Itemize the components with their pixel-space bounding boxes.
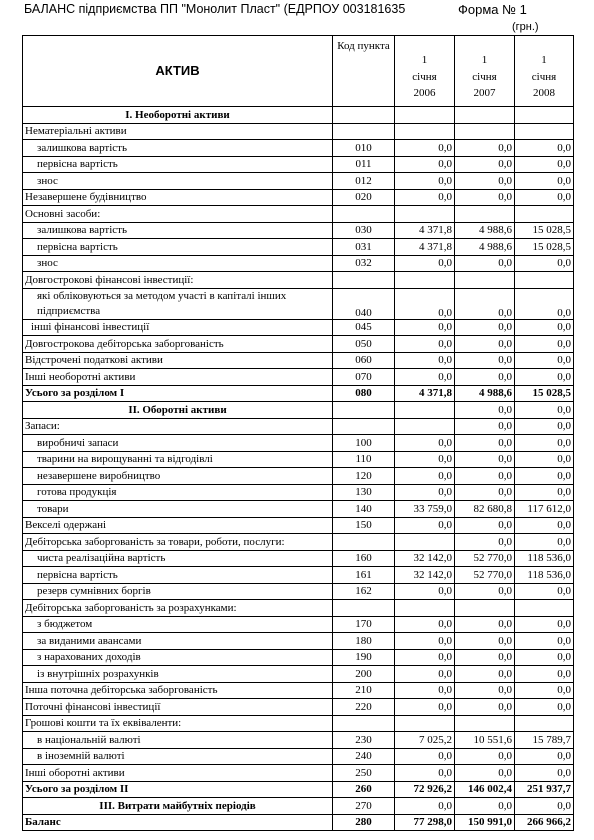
row-label: залишкова вартість xyxy=(23,222,333,239)
row-label: Незавершене будівництво xyxy=(23,189,333,206)
table-row xyxy=(23,732,574,749)
row-value: 82 680,8 xyxy=(455,501,515,518)
row-label: які обліковуються за методом участі в капіталі інших підприємства xyxy=(23,288,333,319)
row-value: 33 759,0 xyxy=(395,501,455,518)
table-row xyxy=(23,814,574,831)
row-label: з нарахованих доходів xyxy=(23,649,333,666)
row-value xyxy=(395,107,455,124)
row-code: 080 xyxy=(333,385,395,402)
row-code: 012 xyxy=(333,173,395,190)
table-row xyxy=(23,633,574,650)
row-code: 060 xyxy=(333,352,395,369)
table-row xyxy=(23,107,574,124)
table-row xyxy=(23,222,574,239)
row-label: за виданими авансами xyxy=(23,633,333,650)
row-code: 010 xyxy=(333,140,395,157)
row-value: 0,0 xyxy=(455,468,515,485)
balance-table xyxy=(22,35,574,831)
row-value: 0,0 xyxy=(395,748,455,765)
row-label: первісна вартість xyxy=(23,239,333,256)
row-value: 0,0 xyxy=(395,699,455,716)
row-value: 146 002,4 xyxy=(455,781,515,798)
table-row xyxy=(23,715,574,732)
row-value: 7 025,2 xyxy=(395,732,455,749)
row-value: 150 991,0 xyxy=(455,814,515,831)
row-label: Дебіторська заборгованість за розрахунками: xyxy=(23,600,333,617)
table-row xyxy=(23,206,574,223)
row-label: інші фінансові інвестиції xyxy=(23,319,333,336)
row-label: в іноземній валюті xyxy=(23,748,333,765)
row-label: Основні засоби: xyxy=(23,206,333,223)
column-header-aktiv: АКТИВ xyxy=(23,36,333,107)
row-value xyxy=(395,534,455,551)
row-code xyxy=(333,418,395,435)
row-value xyxy=(455,272,515,289)
row-label: в національній валюті xyxy=(23,732,333,749)
row-value: 0,0 xyxy=(455,484,515,501)
row-label: Запаси: xyxy=(23,418,333,435)
table-row xyxy=(23,550,574,567)
row-value: 0,0 xyxy=(395,173,455,190)
row-value xyxy=(455,715,515,732)
row-value: 0,0 xyxy=(515,156,574,173)
row-value: 0,0 xyxy=(395,319,455,336)
row-value: 118 536,0 xyxy=(515,567,574,584)
row-code: 162 xyxy=(333,583,395,600)
table-row xyxy=(23,336,574,353)
table-row xyxy=(23,272,574,289)
row-value: 0,0 xyxy=(515,798,574,815)
row-value: 0,0 xyxy=(515,633,574,650)
row-label: знос xyxy=(23,173,333,190)
row-value: 4 371,8 xyxy=(395,239,455,256)
table-row xyxy=(23,798,574,815)
row-code: 100 xyxy=(333,435,395,452)
table-row xyxy=(23,501,574,518)
table-row xyxy=(23,600,574,617)
row-value: 15 028,5 xyxy=(515,239,574,256)
row-value: 0,0 xyxy=(395,468,455,485)
row-value: 0,0 xyxy=(515,748,574,765)
row-label: Баланс xyxy=(23,814,333,831)
row-code xyxy=(333,534,395,551)
row-value: 0,0 xyxy=(455,140,515,157)
row-value: 0,0 xyxy=(455,748,515,765)
row-code: 011 xyxy=(333,156,395,173)
row-value: 0,0 xyxy=(515,369,574,386)
row-code: 180 xyxy=(333,633,395,650)
table-row xyxy=(23,666,574,683)
row-code: 200 xyxy=(333,666,395,683)
year-value: 2006 xyxy=(413,87,436,99)
row-value: 15 028,5 xyxy=(515,222,574,239)
row-value: 0,0 xyxy=(515,468,574,485)
row-value: 0,0 xyxy=(515,352,574,369)
row-label: II. Оборотні активи xyxy=(23,402,333,419)
row-value: 0,0 xyxy=(455,156,515,173)
row-value: 0,0 xyxy=(455,798,515,815)
row-value: 0,0 xyxy=(455,682,515,699)
row-value: 0,0 xyxy=(455,765,515,782)
row-value: 0,0 xyxy=(515,418,574,435)
row-value: 4 371,8 xyxy=(395,385,455,402)
row-value: 0,0 xyxy=(515,451,574,468)
row-code xyxy=(333,206,395,223)
row-value xyxy=(455,123,515,140)
row-value: 251 937,7 xyxy=(515,781,574,798)
table-row xyxy=(23,435,574,452)
row-value: 0,0 xyxy=(515,583,574,600)
row-value: 0,0 xyxy=(455,418,515,435)
row-label: Довгострокова дебіторська заборгованість xyxy=(23,336,333,353)
row-value xyxy=(395,206,455,223)
row-code: 150 xyxy=(333,517,395,534)
row-code xyxy=(333,600,395,617)
row-label: незавершене виробництво xyxy=(23,468,333,485)
row-value xyxy=(395,402,455,419)
column-header-year-2008 xyxy=(515,36,574,107)
row-code: 250 xyxy=(333,765,395,782)
row-code xyxy=(333,402,395,419)
row-value: 0,0 xyxy=(455,255,515,272)
row-value xyxy=(515,715,574,732)
row-value: 0,0 xyxy=(395,369,455,386)
row-label: первісна вартість xyxy=(23,567,333,584)
row-label: Нематеріальні активи xyxy=(23,123,333,140)
row-value: 0,0 xyxy=(515,319,574,336)
row-code: 070 xyxy=(333,369,395,386)
row-value: 15 789,7 xyxy=(515,732,574,749)
table-row xyxy=(23,173,574,190)
row-value: 0,0 xyxy=(395,666,455,683)
table-row xyxy=(23,402,574,419)
row-code xyxy=(333,107,395,124)
row-value xyxy=(395,272,455,289)
row-code xyxy=(333,272,395,289)
year-day: 1 xyxy=(421,54,428,66)
row-value xyxy=(395,715,455,732)
row-label: чиста реалізаційна вартість xyxy=(23,550,333,567)
row-label: Поточні фінансові інвестиції xyxy=(23,699,333,716)
table-row xyxy=(23,567,574,584)
row-code: 230 xyxy=(333,732,395,749)
row-value: 0,0 xyxy=(455,435,515,452)
row-value: 0,0 xyxy=(455,336,515,353)
row-value: 0,0 xyxy=(395,288,455,319)
currency-unit: (грн.) xyxy=(512,21,539,33)
row-code xyxy=(333,123,395,140)
table-row xyxy=(23,239,574,256)
table-row xyxy=(23,369,574,386)
table-row xyxy=(23,748,574,765)
row-value: 266 966,2 xyxy=(515,814,574,831)
column-header-code xyxy=(333,36,395,107)
table-body xyxy=(23,107,574,831)
row-value: 0,0 xyxy=(395,255,455,272)
row-value: 0,0 xyxy=(515,336,574,353)
row-value: 0,0 xyxy=(515,682,574,699)
row-code: 270 xyxy=(333,798,395,815)
table-row xyxy=(23,517,574,534)
row-value: 0,0 xyxy=(515,402,574,419)
row-value: 32 142,0 xyxy=(395,550,455,567)
row-value: 0,0 xyxy=(395,633,455,650)
row-value: 118 536,0 xyxy=(515,550,574,567)
table-row xyxy=(23,255,574,272)
table-row xyxy=(23,189,574,206)
row-code: 031 xyxy=(333,239,395,256)
row-value: 0,0 xyxy=(515,517,574,534)
row-label: товари xyxy=(23,501,333,518)
table-row xyxy=(23,781,574,798)
row-value xyxy=(455,107,515,124)
year-day: 1 xyxy=(541,54,547,66)
row-value: 52 770,0 xyxy=(455,550,515,567)
row-label: I. Необоротні активи xyxy=(23,107,333,124)
row-value: 77 298,0 xyxy=(395,814,455,831)
row-value: 0,0 xyxy=(455,352,515,369)
row-value: 0,0 xyxy=(395,451,455,468)
row-value: 4 988,6 xyxy=(455,385,515,402)
row-code: 032 xyxy=(333,255,395,272)
row-code: 030 xyxy=(333,222,395,239)
table-row xyxy=(23,649,574,666)
row-value: 0,0 xyxy=(455,633,515,650)
table-row xyxy=(23,699,574,716)
table-row xyxy=(23,319,574,336)
row-value: 0,0 xyxy=(515,666,574,683)
year-value: 2008 xyxy=(533,87,555,99)
table-row xyxy=(23,583,574,600)
table-row xyxy=(23,418,574,435)
row-value: 0,0 xyxy=(515,140,574,157)
row-value: 0,0 xyxy=(455,173,515,190)
row-value: 0,0 xyxy=(395,484,455,501)
row-value: 0,0 xyxy=(395,616,455,633)
row-label: тварини на вирощуванні та відгодівлі xyxy=(23,451,333,468)
row-value: 0,0 xyxy=(395,156,455,173)
row-value xyxy=(455,600,515,617)
row-value: 0,0 xyxy=(515,484,574,501)
row-value: 0,0 xyxy=(515,435,574,452)
row-value: 0,0 xyxy=(395,189,455,206)
row-value: 0,0 xyxy=(515,649,574,666)
row-code: 161 xyxy=(333,567,395,584)
row-value: 0,0 xyxy=(455,319,515,336)
column-header-year-2007 xyxy=(455,36,515,107)
row-value: 4 988,6 xyxy=(455,222,515,239)
form-number: Форма № 1 xyxy=(458,2,527,17)
row-code: 130 xyxy=(333,484,395,501)
row-label: виробничі запаси xyxy=(23,435,333,452)
year-month: січня xyxy=(412,70,437,83)
row-label: резерв сумнівних боргів xyxy=(23,583,333,600)
year-value: 2007 xyxy=(473,87,496,99)
row-label: Грошові кошти та їх еквіваленти: xyxy=(23,715,333,732)
table-row xyxy=(23,534,574,551)
row-value: 0,0 xyxy=(515,288,574,319)
table-row xyxy=(23,451,574,468)
row-value xyxy=(515,123,574,140)
row-value: 0,0 xyxy=(515,255,574,272)
row-value: 0,0 xyxy=(455,189,515,206)
row-value: 0,0 xyxy=(455,649,515,666)
row-code: 210 xyxy=(333,682,395,699)
table-row xyxy=(23,156,574,173)
row-value: 0,0 xyxy=(455,666,515,683)
row-value: 10 551,6 xyxy=(455,732,515,749)
row-code: 120 xyxy=(333,468,395,485)
row-value: 4 371,8 xyxy=(395,222,455,239)
row-label: Відстрочені податкові активи xyxy=(23,352,333,369)
row-value: 0,0 xyxy=(395,140,455,157)
row-label: з бюджетом xyxy=(23,616,333,633)
row-value: 0,0 xyxy=(455,288,515,319)
row-label: Усього за розділом I xyxy=(23,385,333,402)
row-code: 280 xyxy=(333,814,395,831)
row-code: 220 xyxy=(333,699,395,716)
row-value: 0,0 xyxy=(395,583,455,600)
row-value: 0,0 xyxy=(395,517,455,534)
row-value: 0,0 xyxy=(455,699,515,716)
row-label: Довгострокові фінансові інвестиції: xyxy=(23,272,333,289)
row-value: 117 612,0 xyxy=(515,501,574,518)
row-code: 140 xyxy=(333,501,395,518)
row-value: 0,0 xyxy=(455,616,515,633)
row-code: 190 xyxy=(333,649,395,666)
row-value: 0,0 xyxy=(395,682,455,699)
table-row xyxy=(23,385,574,402)
row-value xyxy=(455,206,515,223)
column-header-year-2006 xyxy=(395,36,455,107)
row-value: 0,0 xyxy=(455,517,515,534)
row-code: 050 xyxy=(333,336,395,353)
table-row xyxy=(23,123,574,140)
year-month: січня xyxy=(531,70,557,83)
row-label: первісна вартість xyxy=(23,156,333,173)
row-value: 0,0 xyxy=(455,451,515,468)
document-title: БАЛАНС підприємства ПП "Монолит Пласт" (ЕДРПОУ 003181635 xyxy=(24,2,406,16)
row-code: 170 xyxy=(333,616,395,633)
row-code: 045 xyxy=(333,319,395,336)
year-day: 1 xyxy=(481,54,488,66)
row-label: Дебіторська заборгованість за товари, роботи, послуги: xyxy=(23,534,333,551)
row-value: 0,0 xyxy=(515,765,574,782)
row-value xyxy=(395,123,455,140)
year-month: січня xyxy=(472,70,497,83)
table-row xyxy=(23,352,574,369)
row-value: 0,0 xyxy=(395,798,455,815)
table-row xyxy=(23,468,574,485)
row-label: III. Витрати майбутніх періодів xyxy=(23,798,333,815)
row-value: 0,0 xyxy=(515,534,574,551)
row-code: 260 xyxy=(333,781,395,798)
table-row xyxy=(23,484,574,501)
row-value: 0,0 xyxy=(455,369,515,386)
row-value: 15 028,5 xyxy=(515,385,574,402)
table-row xyxy=(23,616,574,633)
row-label: із внутрішніх розрахунків xyxy=(23,666,333,683)
row-value xyxy=(515,206,574,223)
row-label: Інші необоротні активи xyxy=(23,369,333,386)
row-value: 32 142,0 xyxy=(395,567,455,584)
row-code: 240 xyxy=(333,748,395,765)
header-row xyxy=(23,36,574,107)
table-row xyxy=(23,765,574,782)
table-row xyxy=(23,682,574,699)
row-code: 110 xyxy=(333,451,395,468)
row-label: знос xyxy=(23,255,333,272)
row-value: 0,0 xyxy=(455,583,515,600)
row-code: 040 xyxy=(333,288,395,319)
code-header-label: Код пункта xyxy=(337,40,390,52)
row-value xyxy=(515,107,574,124)
row-value xyxy=(515,272,574,289)
row-value: 4 988,6 xyxy=(455,239,515,256)
row-label: Векселі одержані xyxy=(23,517,333,534)
row-code: 160 xyxy=(333,550,395,567)
row-label: Інша поточна дебіторська заборгованість xyxy=(23,682,333,699)
row-value: 72 926,2 xyxy=(395,781,455,798)
row-value xyxy=(395,600,455,617)
row-value: 0,0 xyxy=(395,336,455,353)
row-value: 0,0 xyxy=(455,534,515,551)
row-value: 0,0 xyxy=(455,402,515,419)
row-value: 0,0 xyxy=(395,435,455,452)
row-value xyxy=(515,600,574,617)
row-value: 52 770,0 xyxy=(455,567,515,584)
row-value: 0,0 xyxy=(515,173,574,190)
row-label: Усього за розділом II xyxy=(23,781,333,798)
row-label: залишкова вартість xyxy=(23,140,333,157)
table-row xyxy=(23,288,574,319)
row-value: 0,0 xyxy=(395,352,455,369)
row-value: 0,0 xyxy=(515,189,574,206)
row-label: готова продукція xyxy=(23,484,333,501)
row-value: 0,0 xyxy=(395,649,455,666)
row-label: Інші оборотні активи xyxy=(23,765,333,782)
row-value xyxy=(395,418,455,435)
row-value: 0,0 xyxy=(395,765,455,782)
row-code xyxy=(333,715,395,732)
table-row xyxy=(23,140,574,157)
row-value: 0,0 xyxy=(515,699,574,716)
row-value: 0,0 xyxy=(515,616,574,633)
row-code: 020 xyxy=(333,189,395,206)
